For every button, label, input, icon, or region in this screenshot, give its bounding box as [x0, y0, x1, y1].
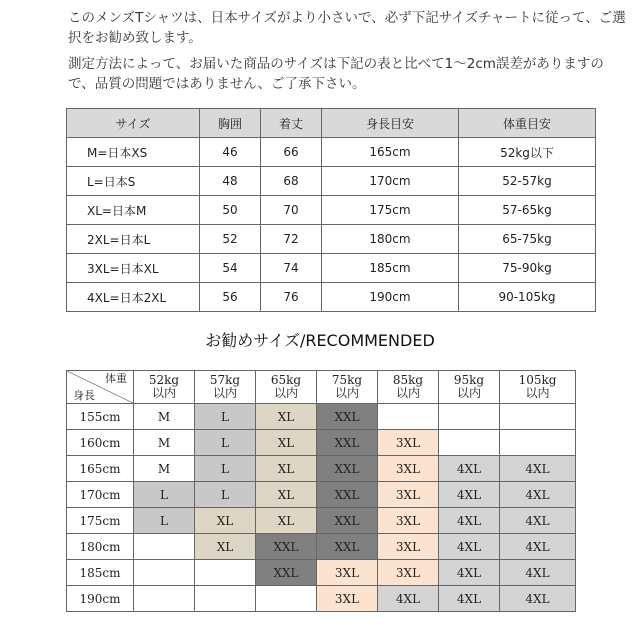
height-label: 170cm — [67, 482, 134, 508]
recommended-size-cell: 4XL — [378, 586, 439, 612]
height-label: 155cm — [67, 404, 134, 430]
size-chart-cell: 90-105kg — [459, 283, 596, 312]
header-weight: 体重目安 — [459, 109, 596, 138]
intro-paragraph-1: このメンズTシャツは、日本サイズがより小さいで、必ず下記サイズチャートに従って、ご選択をお勧め致します。 — [68, 10, 626, 46]
recommended-row — [67, 430, 576, 456]
size-chart-cell: XL=日本M — [67, 196, 200, 225]
weight-value: 75kg — [331, 373, 363, 387]
recommended-row — [67, 482, 576, 508]
recommended-size-cell — [134, 560, 195, 586]
recommended-size-cell: 4XL — [500, 534, 576, 560]
recommended-size-cell — [195, 586, 256, 612]
recommended-size-cell: 3XL — [378, 508, 439, 534]
weight-suffix: 以内 — [395, 386, 420, 400]
recommended-size-cell: 4XL — [439, 586, 500, 612]
recommended-size-cell: 3XL — [317, 560, 378, 586]
recommended-size-cell: XL — [256, 456, 317, 482]
recommended-size-cell: 4XL — [500, 482, 576, 508]
size-chart-cell: 2XL=日本L — [67, 225, 200, 254]
recommended-size-cell: XL — [256, 508, 317, 534]
recommended-size-cell: XXL — [317, 404, 378, 430]
weight-header — [317, 371, 378, 404]
recommended-size-cell: 3XL — [378, 456, 439, 482]
recommended-size-cell: 3XL — [378, 534, 439, 560]
recommended-size-cell: 4XL — [439, 456, 500, 482]
recommended-size-cell: 4XL — [439, 482, 500, 508]
recommended-size-cell: 4XL — [439, 560, 500, 586]
size-chart-cell: 72 — [261, 225, 322, 254]
recommended-size-cell: L — [195, 482, 256, 508]
recommended-size-cell: 4XL — [500, 456, 576, 482]
size-chart-cell: 52-57kg — [459, 167, 596, 196]
size-chart-cell: 46 — [200, 138, 261, 167]
recommended-size-cell: XL — [256, 430, 317, 456]
size-chart-row — [67, 138, 596, 167]
recommended-size-cell: L — [195, 430, 256, 456]
recommended-size-cell: XXL — [317, 534, 378, 560]
recommended-size-cell — [256, 586, 317, 612]
recommended-size-cell — [195, 560, 256, 586]
weight-suffix: 以内 — [212, 386, 237, 400]
size-chart-cell: 52 — [200, 225, 261, 254]
corner-weight-label: 体重 — [105, 372, 127, 385]
size-chart-cell: 180cm — [322, 225, 459, 254]
size-chart-row — [67, 283, 596, 312]
size-chart-cell: M=日本XS — [67, 138, 200, 167]
size-chart-cell: 54 — [200, 254, 261, 283]
recommended-size-table — [66, 370, 576, 612]
size-chart-cell: 165cm — [322, 138, 459, 167]
weight-suffix: 以内 — [525, 386, 550, 400]
recommended-size-cell — [439, 430, 500, 456]
recommended-size-cell: 4XL — [439, 534, 500, 560]
size-chart-row — [67, 196, 596, 225]
recommended-size-cell — [500, 404, 576, 430]
recommended-size-cell: XL — [195, 508, 256, 534]
size-chart-cell: 70 — [261, 196, 322, 225]
recommended-size-cell: XL — [256, 482, 317, 508]
size-chart-cell: 68 — [261, 167, 322, 196]
weight-suffix: 以内 — [273, 386, 298, 400]
recommended-size-cell: XXL — [317, 482, 378, 508]
recommended-size-cell: 4XL — [500, 508, 576, 534]
size-chart-cell: 185cm — [322, 254, 459, 283]
weight-header — [439, 371, 500, 404]
weight-header — [378, 371, 439, 404]
weight-header — [500, 371, 576, 404]
height-label: 185cm — [67, 560, 134, 586]
recommended-row — [67, 404, 576, 430]
size-chart-row — [67, 167, 596, 196]
recommended-size-cell: XXL — [256, 560, 317, 586]
recommended-row — [67, 534, 576, 560]
recommended-size-cell: 3XL — [378, 430, 439, 456]
size-chart-table — [66, 108, 596, 312]
recommended-size-cell: L — [195, 456, 256, 482]
weight-suffix: 以内 — [151, 386, 176, 400]
recommended-size-cell — [500, 430, 576, 456]
size-chart-cell: 52kg以下 — [459, 138, 596, 167]
header-height: 身長目安 — [322, 109, 459, 138]
recommended-size-cell: XXL — [256, 534, 317, 560]
height-label: 190cm — [67, 586, 134, 612]
recommended-size-cell: 4XL — [500, 560, 576, 586]
recommended-row — [67, 456, 576, 482]
recommended-row — [67, 586, 576, 612]
weight-header — [256, 371, 317, 404]
size-chart-cell: 76 — [261, 283, 322, 312]
recommended-size-cell — [378, 404, 439, 430]
recommended-size-cell: XXL — [317, 508, 378, 534]
recommended-row — [67, 508, 576, 534]
header-chest: 胸囲 — [200, 109, 261, 138]
recommended-size-cell: 3XL — [378, 482, 439, 508]
intro-text — [68, 8, 628, 100]
recommended-size-cell: XXL — [317, 456, 378, 482]
size-chart-cell: 50 — [200, 196, 261, 225]
size-chart-cell: 56 — [200, 283, 261, 312]
size-chart-cell: 170cm — [322, 167, 459, 196]
weight-value: 95kg — [453, 373, 485, 387]
size-chart-cell: 48 — [200, 167, 261, 196]
corner-height-label: 身長 — [73, 389, 95, 402]
recommended-size-cell: XL — [256, 404, 317, 430]
intro-paragraph-2: 測定方法によって、お届いた商品のサイズは下記の表と比べて1〜2cm誤差がありますので、品質の問題ではありません、ご了承下さい。 — [68, 56, 604, 92]
size-chart-cell: 190cm — [322, 283, 459, 312]
size-chart-cell: 175cm — [322, 196, 459, 225]
height-label: 160cm — [67, 430, 134, 456]
recommended-size-cell: L — [134, 482, 195, 508]
recommended-header-row — [67, 371, 576, 404]
recommended-size-cell: XL — [195, 534, 256, 560]
recommended-size-cell — [439, 404, 500, 430]
corner-cell — [67, 371, 134, 404]
header-size: サイズ — [67, 109, 200, 138]
weight-value: 52kg — [148, 373, 180, 387]
recommended-size-cell: M — [134, 404, 195, 430]
recommended-size-cell: 4XL — [500, 586, 576, 612]
weight-header — [134, 371, 195, 404]
size-chart-cell: 75-90kg — [459, 254, 596, 283]
size-chart-cell: 74 — [261, 254, 322, 283]
height-label: 165cm — [67, 456, 134, 482]
size-chart-cell: 66 — [261, 138, 322, 167]
height-label: 175cm — [67, 508, 134, 534]
header-length: 着丈 — [261, 109, 322, 138]
weight-value: 105kg — [518, 373, 557, 387]
weight-value: 57kg — [209, 373, 241, 387]
height-label: 180cm — [67, 534, 134, 560]
recommended-size-cell: XXL — [317, 430, 378, 456]
recommended-size-cell: L — [195, 404, 256, 430]
recommended-size-cell: 3XL — [378, 560, 439, 586]
size-chart-cell: 3XL=日本XL — [67, 254, 200, 283]
size-chart-cell: 65-75kg — [459, 225, 596, 254]
recommended-size-cell: L — [134, 508, 195, 534]
recommended-size-cell: 3XL — [317, 586, 378, 612]
recommended-title: お勧めサイズ/RECOMMENDED — [205, 331, 435, 350]
size-chart-cell: 57-65kg — [459, 196, 596, 225]
size-chart-cell: L=日本S — [67, 167, 200, 196]
recommended-size-cell: M — [134, 456, 195, 482]
size-chart-row — [67, 225, 596, 254]
recommended-size-cell — [134, 534, 195, 560]
weight-header — [195, 371, 256, 404]
weight-suffix: 以内 — [456, 386, 481, 400]
weight-value: 65kg — [270, 373, 302, 387]
recommended-size-cell — [134, 586, 195, 612]
size-chart-header-row — [67, 109, 596, 138]
size-chart-row — [67, 254, 596, 283]
recommended-size-cell: 4XL — [439, 508, 500, 534]
size-chart-cell: 4XL=日本2XL — [67, 283, 200, 312]
recommended-row — [67, 560, 576, 586]
weight-value: 85kg — [392, 373, 424, 387]
recommended-size-cell: M — [134, 430, 195, 456]
weight-suffix: 以内 — [334, 386, 359, 400]
